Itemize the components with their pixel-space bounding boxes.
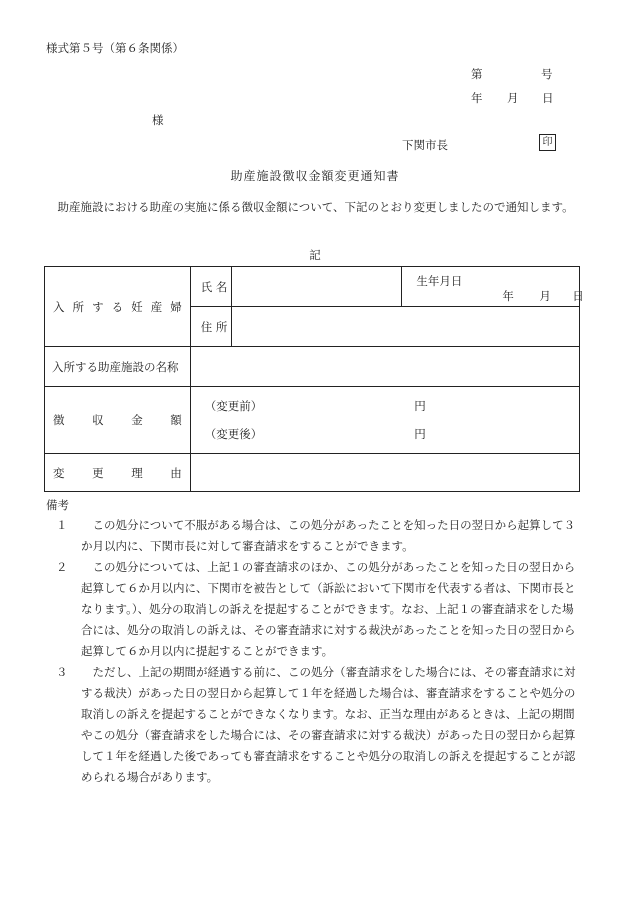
note-item bbox=[56, 662, 582, 788]
collection-amount-label: 徴 収 金 額 bbox=[53, 413, 182, 427]
birthdate-cell[interactable] bbox=[402, 267, 584, 307]
change-reason-label-cell bbox=[45, 454, 191, 492]
change-reason-label: 変 更 理 由 bbox=[53, 465, 182, 480]
note-item bbox=[56, 557, 582, 662]
note-text: この処分について不服がある場合は、この処分があったことを知った日の翌日から起算して３か月以内に、下関市長に対して審査請求をすることができます。 bbox=[81, 518, 576, 553]
amount-after-label: （変更後） bbox=[204, 427, 263, 441]
expectant-mother-label-cell bbox=[45, 267, 191, 347]
date-month: 月 bbox=[507, 91, 519, 105]
date-year: 年 bbox=[471, 91, 483, 105]
date-day: 日 bbox=[542, 91, 554, 105]
note-number: ２ bbox=[56, 560, 68, 574]
amount-after-yen: 円 bbox=[414, 427, 426, 441]
birthdate-label: 生年月日 bbox=[416, 274, 463, 288]
name-field[interactable] bbox=[231, 267, 402, 307]
collection-amount-label-cell bbox=[45, 387, 191, 454]
issuer: 下関市長 bbox=[402, 138, 448, 152]
note-item bbox=[56, 515, 582, 557]
seal-mark: 印 bbox=[539, 134, 556, 151]
note-number: ３ bbox=[56, 665, 68, 679]
address-field[interactable] bbox=[231, 307, 579, 347]
note-text: ただし、上記の期間が経過する前に、この処分（審査請求をした場合には、その審査請求に対する裁決）があった日の翌日から起算して１年を経過した場合は、審査請求をすることや処分の取消しの訴えを提起することができなくなります。なお、正当な理由があるときは、上記の期間やこの処分（審査請求をした場合には、その審査請求に対する裁決）があった日の翌日から起算して１年を経過した後であっても審査請求をすることや処分の取消しの訴えを提起することが認められる場合があります。 bbox=[81, 665, 576, 784]
change-reason-field[interactable] bbox=[190, 454, 579, 492]
facility-name-label: 入所する助産施設の名称 bbox=[45, 347, 191, 387]
birth-day: 日 bbox=[572, 289, 584, 303]
amount-cell bbox=[190, 387, 579, 454]
birth-year: 年 bbox=[502, 289, 514, 303]
note-number: １ bbox=[56, 518, 68, 532]
number-suffix: 号 bbox=[541, 67, 553, 81]
amount-before-yen: 円 bbox=[414, 399, 426, 413]
amount-after-row[interactable] bbox=[191, 420, 579, 448]
addressee-suffix: 様 bbox=[152, 113, 164, 127]
body-text: 助産施設における助産の実施に係る徴収金額について、下記のとおり変更しましたので通知します。 bbox=[57, 200, 574, 214]
name-label: 氏 名 bbox=[190, 267, 231, 307]
facility-name-field[interactable] bbox=[190, 347, 579, 387]
expectant-mother-label: 入 所 す る 妊 産 婦 bbox=[53, 299, 182, 314]
notes-heading: 備考 bbox=[46, 498, 69, 512]
document-title: 助産施設徴収金額変更通知書 bbox=[230, 169, 400, 183]
amount-before-row[interactable] bbox=[191, 392, 579, 420]
address-label: 住 所 bbox=[190, 307, 231, 347]
number-prefix: 第 bbox=[471, 67, 483, 81]
amount-before-label: （変更前） bbox=[204, 399, 263, 413]
form-number: 様式第５号（第６条関係） bbox=[46, 41, 184, 55]
birth-month: 月 bbox=[539, 289, 551, 303]
ki-heading: 記 bbox=[309, 248, 321, 262]
note-text: この処分については、上記１の審査請求のほか、この処分があったことを知った日の翌日から起算して６か月以内に、下関市を被告として（訴訟において下関市を代表する者は、下関市長となります。）、処分の取消しの訴えを提起することができます。なお、上記１の審査請求をした場合には、処分の取消しの訴えは、その審査請求に対する裁決があったことを知った日の翌日から起算して６か月以内に提起することができます。 bbox=[81, 560, 576, 658]
info-table bbox=[44, 266, 584, 492]
